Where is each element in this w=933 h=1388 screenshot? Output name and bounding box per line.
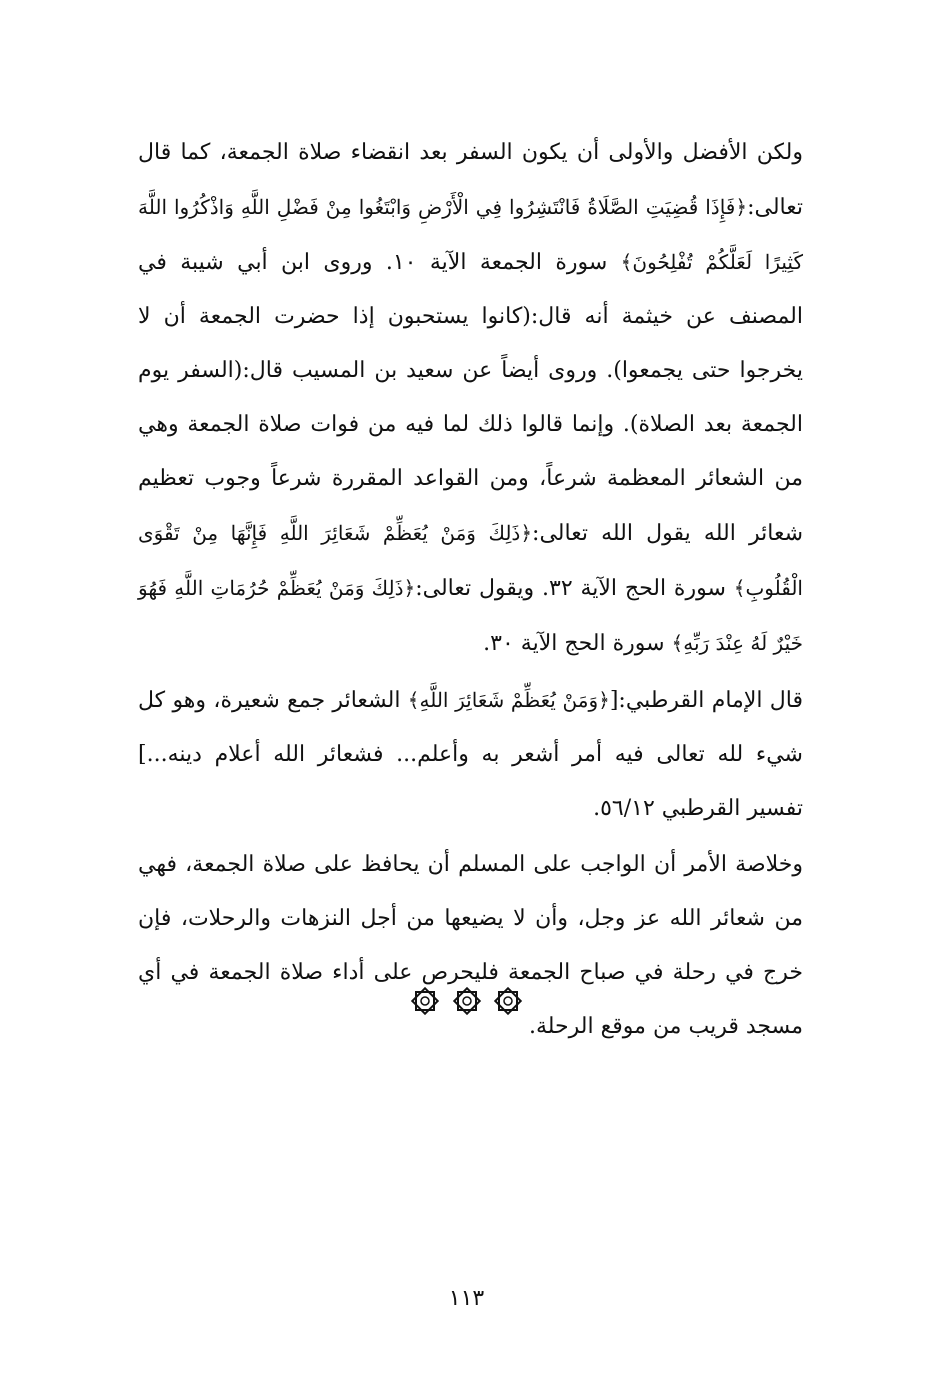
paragraph-3 — [138, 838, 803, 1054]
quran-verse: ﴿ذَلِكَ وَمَنْ يُعَظِّمْ شَعَائِرَ اللَّهِ فَإِنَّهَا مِنْ تَقْوَى الْقُلُوبِ﴾ — [138, 521, 803, 600]
quran-verse: ﴿ذَلِكَ وَمَنْ يُعَظِّمْ حُرُمَاتِ اللَّهِ فَهُوَ خَيْرٌ لَهُ عِنْدَ رَبِّهِ﴾ — [138, 576, 803, 655]
section-divider-ornament — [0, 986, 933, 1020]
eight-point-star-icon — [452, 986, 482, 1016]
text-segment: ولكن الأفضل والأولى أن يكون السفر بعد انقضاء صلاة الجمعة، كما قال تعالى: — [138, 140, 803, 220]
text-segment: سورة الحج الآية ٣٢. ويقول تعالى: — [415, 576, 734, 601]
text-segment: الشعائر جمع شعيرة، وهو كل شيء لله تعالى فيه أمر أشعر به وأعلم... فشعائر الله أعلام دينه...] تفسير القرطبي ٥٦/١٢. — [138, 688, 803, 821]
eight-point-star-icon — [410, 986, 440, 1016]
eight-point-star-icon — [493, 986, 523, 1016]
paragraph-1 — [138, 126, 803, 671]
page-number: ١١٣ — [448, 1286, 485, 1311]
quran-verse: ﴿وَمَنْ يُعَظِّمْ شَعَائِرَ اللَّهِ﴾ — [407, 688, 610, 712]
text-segment: وخلاصة الأمر أن الواجب على المسلم أن يحافظ على صلاة الجمعة، فهي من شعائر الله عز وجل، وأن لا يضيعها من أجل النزهات والرحلات، فإن خرج في رحلة في صباح الجمعة فليحرص على أداء صلاة الجمعة في أي مسجد قريب من موقع الرحلة. — [138, 852, 803, 1039]
text-segment: سورة الحج الآية ٣٠. — [483, 631, 672, 656]
text-segment: قال الإمام القرطبي:[ — [609, 688, 803, 713]
text-segment: سورة الجمعة الآية ١٠. وروى ابن أبي شيبة في المصنف عن خيثمة أنه قال:(كانوا يستحبون إذا حضرت الجمعة أن لا يخرجوا حتى يجمعوا). وروى أيضاً عن سعيد بن المسيب قال:(السفر يوم الجمعة بعد الصلاة). وإنما قالوا ذلك لما فيه من فوات صلاة الجمعة وهي من الشعائر المعظمة شرعاً، ومن القواعد المقررة شرعاً وجوب تعظيم شعائر الله يقول الله تعالى: — [138, 250, 804, 546]
quran-verse: ﴿فَإِذَا قُضِيَتِ الصَّلَاةُ فَانْتَشِرُوا فِي الْأَرْضِ وَابْتَغُوا مِنْ فَضْلِ اللَّهِ وَاذْكُرُوا اللَّهَ كَثِيرًا لَعَلَّكُمْ تُفْلِحُونَ﴾ — [138, 195, 803, 274]
body-text — [138, 126, 803, 1054]
paragraph-2 — [138, 673, 803, 836]
